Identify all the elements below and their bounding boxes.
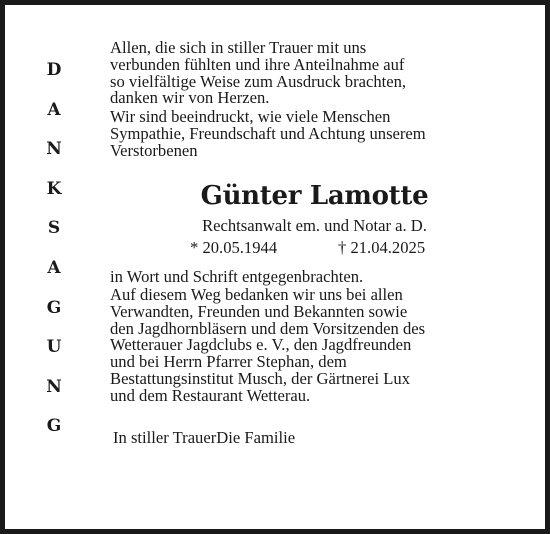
impressed-paragraph xyxy=(110,109,530,159)
intro-paragraph xyxy=(110,40,530,107)
text-line: so vielfältige Weise zum Ausdruck brachten, xyxy=(110,71,407,91)
heading-letter: G xyxy=(46,416,62,437)
thanks-paragraph xyxy=(110,287,530,405)
heading-letter: U xyxy=(46,337,62,358)
text-line: Die Familie xyxy=(216,428,296,447)
text-line: Verwandten, Freunden und Bekannten sowie xyxy=(110,301,408,321)
text-line: Wir sind beeindruckt, wie viele Menschen xyxy=(110,107,391,126)
text-line: In stiller Trauer xyxy=(113,428,217,447)
text-line: Bestattungsinstitut Musch, der Gärtnerei Lux xyxy=(110,368,411,388)
text-line: Allen, die sich in stiller Trauer mit uns xyxy=(110,38,367,57)
heading-letter: D xyxy=(46,60,62,80)
text-line: und dem Restaurant Wetterau. xyxy=(110,385,311,405)
heading-letter: A xyxy=(47,99,61,120)
continuation-paragraph xyxy=(110,269,530,286)
death-date: † 21.04.2025 xyxy=(338,238,426,257)
text-line: danken wir von Herzen. xyxy=(110,88,270,108)
birth-date: * 20.05.1944 xyxy=(190,238,278,257)
heading-letter: N xyxy=(46,376,62,397)
signature-block xyxy=(113,429,295,447)
heading-letter: N xyxy=(46,139,62,160)
text-line: und bei Herrn Pfarrer Stephan, dem xyxy=(110,352,347,372)
text-line: Wetterauer Jagdclubs e. V., den Jagdfreunden xyxy=(110,335,412,355)
text-line: Sympathie, Freundschaft und Achtung unserem xyxy=(110,123,426,143)
text-line: Auf diesem Weg bedanken wir uns bei allen xyxy=(110,285,403,304)
text-line: Verstorbenen xyxy=(110,140,198,160)
heading-letter: A xyxy=(47,258,61,278)
text-line: den Jagdhornbläsern und dem Vorsitzenden des xyxy=(110,318,426,338)
deceased-title: Rechtsanwalt em. und Notar a. D. xyxy=(202,216,427,235)
deceased-name: Günter Lamotte xyxy=(200,181,429,211)
text-line: in Wort und Schrift entgegenbrachten. xyxy=(110,267,364,286)
text-line: verbunden fühlten und ihre Anteilnahme auf xyxy=(110,54,405,74)
heading-letter: G xyxy=(46,297,62,318)
heading-letter: S xyxy=(47,218,61,239)
heading-letter: K xyxy=(46,178,62,199)
